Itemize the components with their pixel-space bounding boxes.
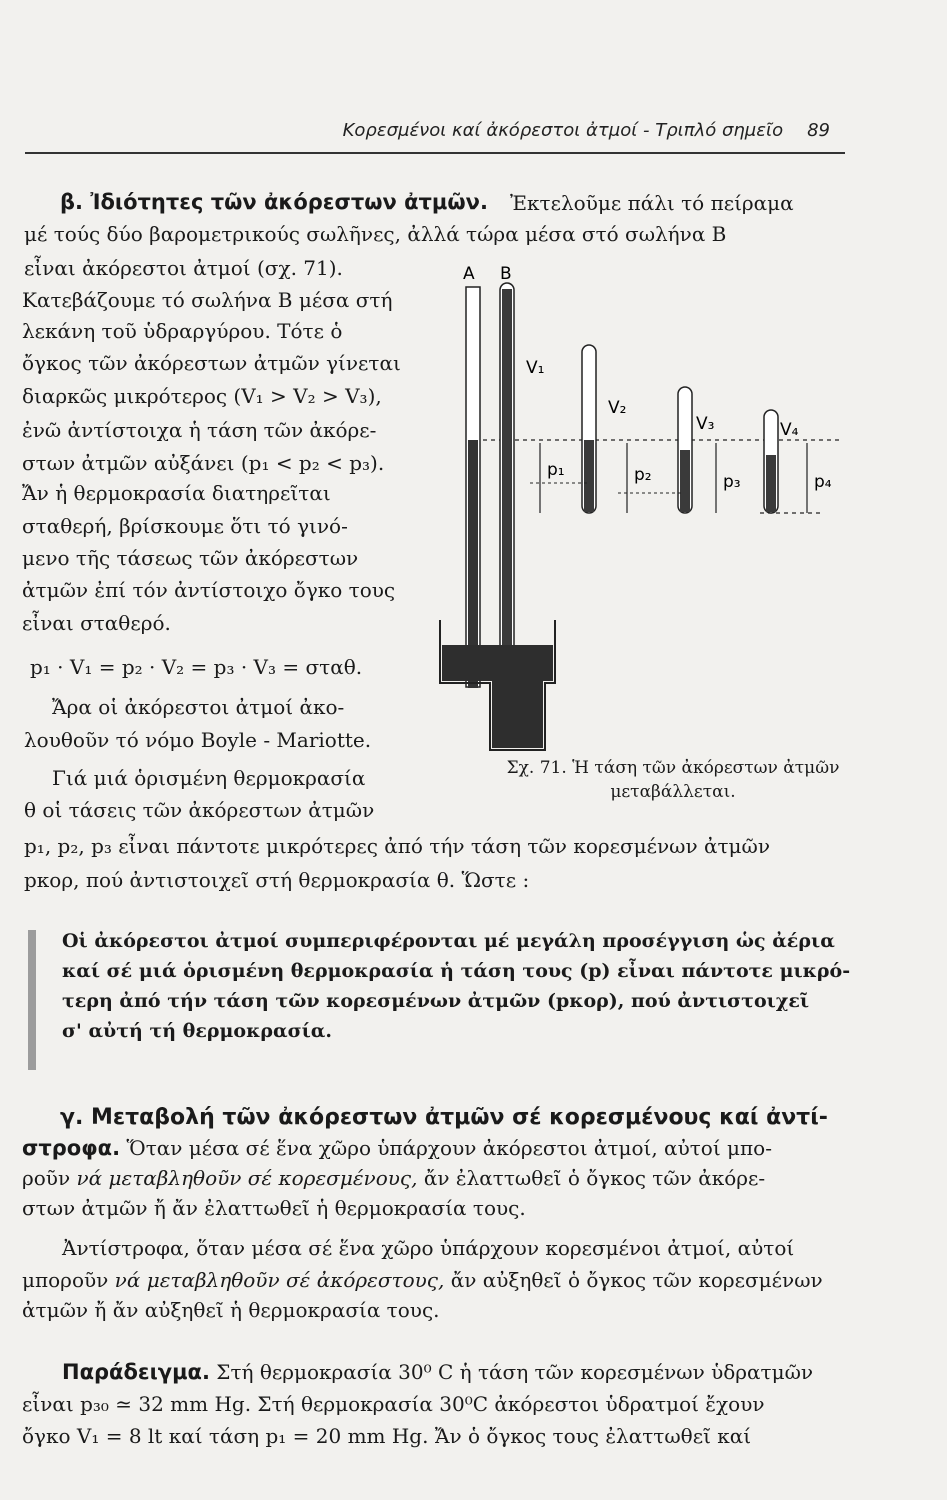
- text-line: στων ἀτμῶν ἤ ἄν ἐλαττωθεῖ ἡ θερμοκρασία τους.: [22, 1196, 526, 1220]
- margin-bar: [28, 930, 36, 1070]
- text-line: μέ τούς δύο βαρομετρικούς σωλῆνες, ἀλλά τώρα μέσα στό σωλήνα Β: [24, 222, 727, 246]
- text-segment: Στή θερμοκρασία 30⁰ C ἡ τάση τῶν κορεσμένων ὑδρατμῶν: [216, 1360, 814, 1384]
- text-line: [22, 1166, 765, 1190]
- text-line: Ἐκτελοῦμε πάλι τό πείραμα: [510, 191, 794, 215]
- header-title: Κορεσμένοι καί ἀκόρεστοι ἀτμοί - Τριπλό σημεῖο: [342, 120, 784, 141]
- text-line: εἶναι p₃₀ ≃ 32 mm Hg. Στή θερμοκρασία 30⁰C ἀκόρεστοι ὑδρατμοί ἔχουν: [22, 1392, 765, 1416]
- label-p3: p₃: [723, 472, 741, 492]
- text-line: λουθοῦν τό νόμο Boyle - Mariotte.: [24, 728, 372, 752]
- text-line: λεκάνη τοῦ ὑδραργύρου. Τότε ὁ: [22, 319, 343, 343]
- mercury-column-3: [680, 450, 690, 512]
- text-line: ἀτμῶν ἐπί τόν ἀντίστοιχο ὄγκο τους: [22, 578, 396, 602]
- text-line: θ οἱ τάσεις τῶν ἀκόρεστων ἀτμῶν: [24, 798, 375, 822]
- label-v3: V₃: [696, 414, 715, 434]
- trough-well-mercury: [492, 681, 543, 748]
- text-line: σταθερή, βρίσκουμε ὅτι τό γινό-: [22, 514, 348, 538]
- label-v4: V₄: [780, 420, 799, 440]
- text-line: ἀτμῶν ἤ ἄν αὐξηθεῖ ἡ θερμοκρασία τους.: [22, 1298, 440, 1322]
- equation: p₁ · V₁ = p₂ · V₂ = p₃ · V₃ = σταθ.: [30, 655, 363, 679]
- label-p1: p₁: [547, 460, 565, 480]
- text-line: στων ἀτμῶν αὐξάνει (p₁ < p₂ < p₃).: [22, 451, 385, 475]
- text-segment: μποροῦν: [22, 1268, 109, 1292]
- text-line: [22, 1268, 823, 1292]
- text-line: εἶναι ἀκόρεστοι ἀτμοί (σχ. 71).: [24, 256, 343, 280]
- example-label: Παράδειγμα.: [62, 1360, 210, 1384]
- section-g-heading-cont: στροφα.: [22, 1136, 121, 1160]
- label-p2: p₂: [634, 465, 652, 485]
- text-line: p₁, p₂, p₃ εἶναι πάντοτε μικρότερες ἀπό τήν τάση τῶν κορεσμένων ἀτμῶν: [24, 834, 771, 858]
- text-line: ἐνῶ ἀντίστοιχα ἡ τάση τῶν ἀκόρε-: [22, 418, 377, 442]
- label-p4: p₄: [814, 472, 832, 492]
- text-line: μενο τῆς τάσεως τῶν ἀκόρεστων: [22, 546, 359, 570]
- label-b: B: [500, 264, 512, 284]
- section-g-heading: γ. Μεταβολή τῶν ἀκόρεστων ἀτμῶν σέ κορεσμένους καί ἀντί-: [60, 1105, 828, 1130]
- text-line: Ἄρα οἱ ἀκόρεστοι ἀτμοί ἀκο-: [52, 695, 345, 719]
- text-line: [62, 1360, 813, 1384]
- label-a: A: [463, 264, 475, 284]
- header-rule: [25, 152, 845, 154]
- text-segment: Ὅταν μέσα σέ ἕνα χῶρο ὑπάρχουν ἀκόρεστοι ἀτμοί, αὐτοί μπο-: [126, 1136, 772, 1160]
- italic-phrase: νά μεταβληθοῦν σέ ἀκόρεστους,: [114, 1268, 445, 1292]
- text-segment: ἄν αὐξηθεῖ ὁ ὄγκος τῶν κορεσμένων: [450, 1268, 823, 1292]
- label-v1: V₁: [526, 358, 545, 378]
- trough-mercury: [442, 645, 553, 681]
- text-line: ὄγκος τῶν ἀκόρεστων ἀτμῶν γίνεται: [22, 351, 401, 375]
- mercury-column-4: [766, 455, 776, 512]
- italic-phrase: νά μεταβληθοῦν σέ κορεσμένους,: [76, 1166, 418, 1190]
- mercury-column-b: [502, 289, 512, 703]
- text-line: ὄγκο V₁ = 8 lt καί τάση p₁ = 20 mm Hg. Ἄν ὁ ὄγκος τους ἐλαττωθεῖ καί: [22, 1424, 752, 1448]
- section-b-heading: β. Ἰδιότητες τῶν ἀκόρεστων ἀτμῶν.: [60, 190, 488, 214]
- statement-line: τερη ἀπό τήν τάση τῶν κορεσμένων ἀτμῶν (pκορ), πού ἀντιστοιχεῖ: [62, 990, 810, 1012]
- page-number: 89: [807, 120, 830, 141]
- caption-line: Σχ. 71. Ἡ τάση τῶν ἀκόρεστων ἀτμῶν: [506, 758, 840, 778]
- text-line: Ἄν ἡ θερμοκρασία διατηρεῖται: [22, 481, 331, 505]
- statement-line: καί σέ μιά ὁρισμένη θερμοκρασία ἡ τάση τους (p) εἶναι πάντοτε μικρό-: [62, 960, 851, 982]
- figure-caption: [498, 756, 848, 804]
- text-line: εἶναι σταθερό.: [22, 611, 171, 635]
- text-line: [22, 1136, 772, 1160]
- statement-line: Οἱ ἀκόρεστοι ἀτμοί συμπεριφέρονται μέ μεγάλη προσέγγιση ὡς ἀέρια: [62, 930, 835, 952]
- text-line: pκορ, πού ἀντιστοιχεῖ στή θερμοκρασία θ. Ὥστε :: [24, 868, 530, 892]
- text-segment: ροῦν: [22, 1166, 71, 1190]
- text-line: Ἀντίστροφα, ὅταν μέσα σέ ἕνα χῶρο ὑπάρχουν κορεσμένοι ἀτμοί, αὐτοί: [62, 1236, 795, 1260]
- text-line: διαρκῶς μικρότερος (V₁ > V₂ > V₃),: [22, 384, 382, 408]
- text-line: Κατεβάζουμε τό σωλήνα Β μέσα στή: [22, 288, 393, 312]
- text-line: Γιά μιά ὁρισμένη θερμοκρασία: [52, 766, 366, 790]
- mercury-column-2: [584, 440, 594, 512]
- text-segment: ἄν ἐλαττωθεῖ ὁ ὄγκος τῶν ἀκόρε-: [423, 1166, 766, 1190]
- barometer-diagram: [430, 255, 850, 755]
- highlight-statement: [62, 926, 851, 1046]
- statement-line: σ' αὐτή τή θερμοκρασία.: [62, 1020, 333, 1042]
- caption-line: μεταβάλλεται.: [610, 782, 736, 802]
- running-header: [0, 120, 830, 141]
- label-v2: V₂: [608, 398, 627, 418]
